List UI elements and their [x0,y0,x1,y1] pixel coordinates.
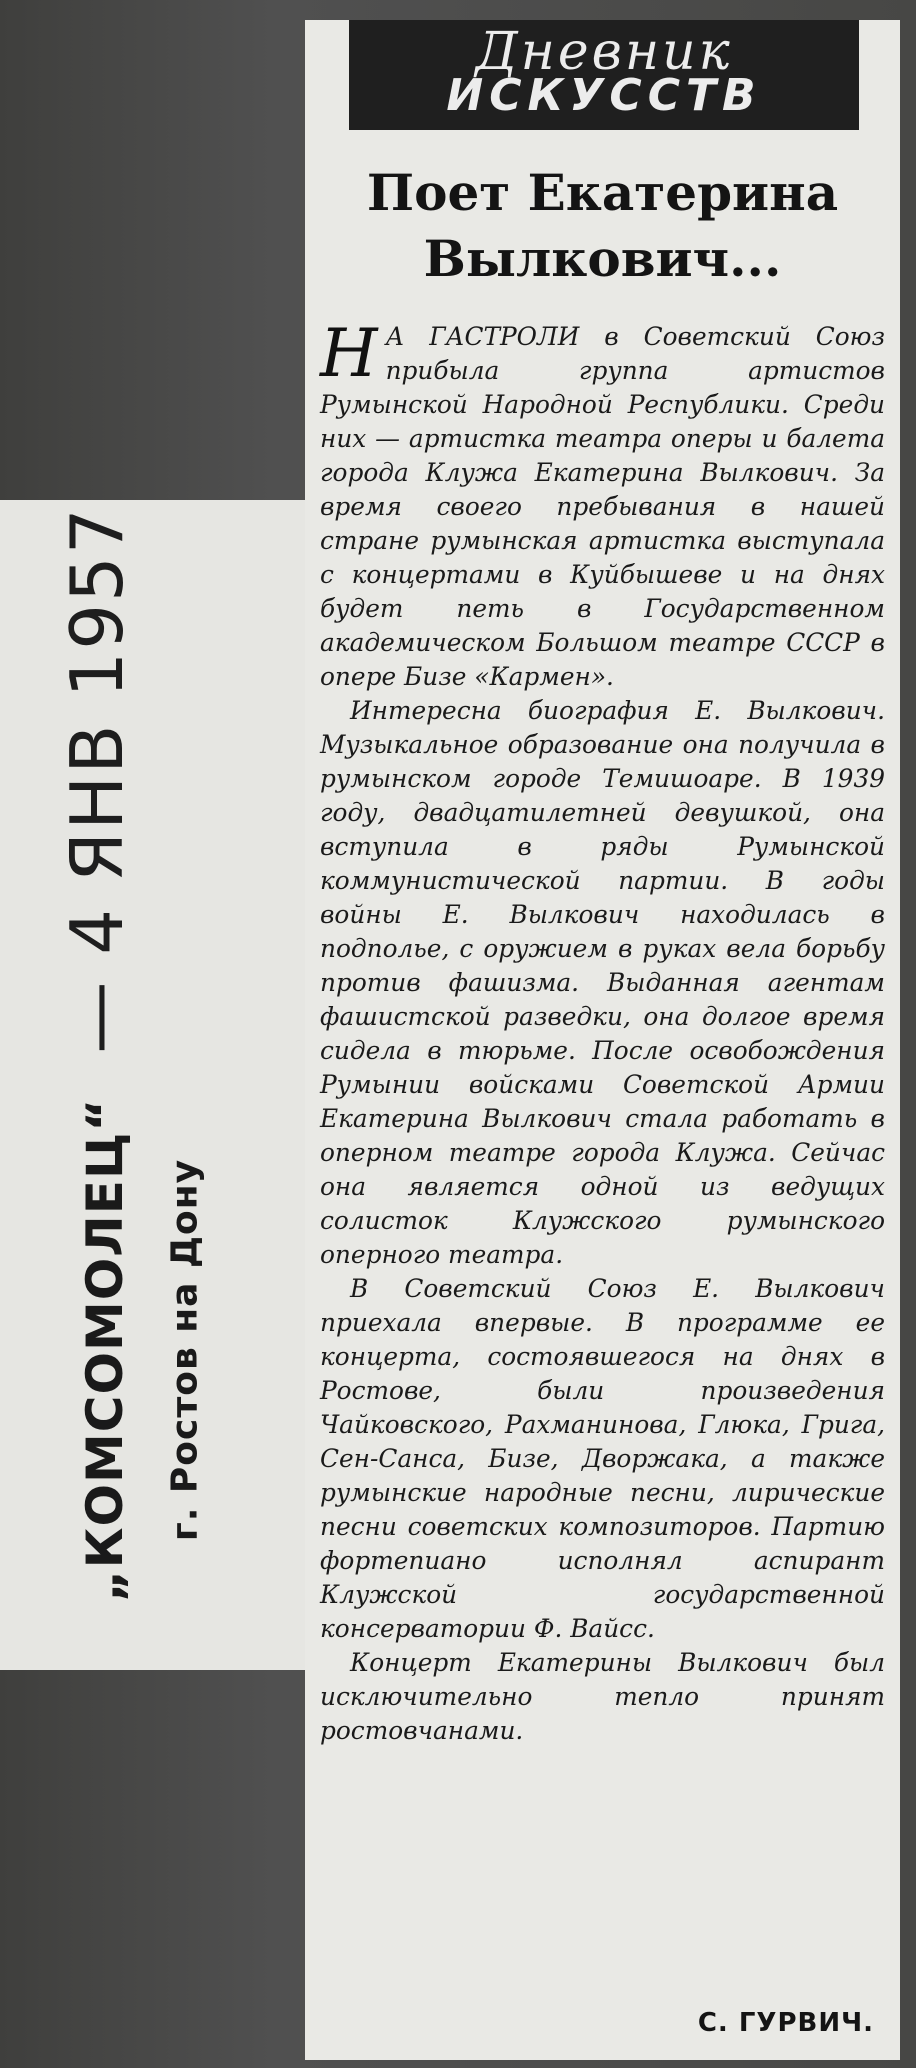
stamp-date [42,506,152,1054]
paragraph-1-text: А ГАСТРОЛИ в Советский Союз прибыла группа артистов Румынской Народной Республики. Среди них — артистка театра оперы и балета города Клужа Екатерина Вылкович. За время своего пребывания в нашей стране румынская артистка выступала с концертами в Куйбышеве и на днях будет петь в Государственном академическом Большом театре СССР в опере Бизе «Кармен». [320,322,885,691]
headline-line2: Вылкович... [423,229,782,288]
article-paragraph-4: Концерт Екатерины Вылкович был исключительно тепло принят ростовчанами. [320,1648,885,1745]
article-paragraph-3: В Советский Союз Е. Вылкович приехала впервые. В программе ее концерта, состоявшегося на днях в Ростове, были произведения Чайковского, Рахманинова, Глюка, Грига, Сен-Санса, Бизе, Дворжака, а также румынские народные песни, лирические песни советских композиторов. Партию фортепиано исполнял аспирант Клужской государственной консерватории Ф. Вайсс. [320,1274,885,1643]
headline-line1: Поет Екатерина [366,163,839,222]
article-paragraph-2: Интересна биография Е. Вылкович. Музыкальное образование она получила в румынском городе Темишоаре. В 1939 году, двадцатилетней девушкой, она вступила в ряды Румынской коммунистической партии. В годы войны Е. Вылкович находилась в подполье, с оружием в руках вела борьбу против фашизма. Выданная агентам фашистской разведки, она долгое время сидела в тюрьме. После освобождения Румынии войсками Советской Армии Екатерина Вылкович стала работать в оперном театре города Клужа. Сейчас она является одной из ведущих солисток Клужского румынского оперного театра. [320,696,885,1269]
article-headline [305,160,900,292]
newspaper-clipping [305,20,900,2060]
drop-cap: Н [320,315,378,392]
stamp-newspaper-text: „КОМСОМОЛЕЦ“ [76,1097,134,1603]
article-author: С. ГУРВИЧ. [697,2008,874,2038]
rubric-title-line1: Дневник [475,22,733,82]
article-body [320,315,885,1748]
rubric-banner [349,20,859,130]
rubric-title-line2: ИСКУССТВ [446,70,762,121]
stamp-city-text: г. Ростов на Дону [164,1158,206,1542]
stamp-city [150,1120,220,1580]
article-paragraph-1 [320,315,885,694]
stamp-date-text: — 4 ЯНВ 1957 [55,506,139,1054]
